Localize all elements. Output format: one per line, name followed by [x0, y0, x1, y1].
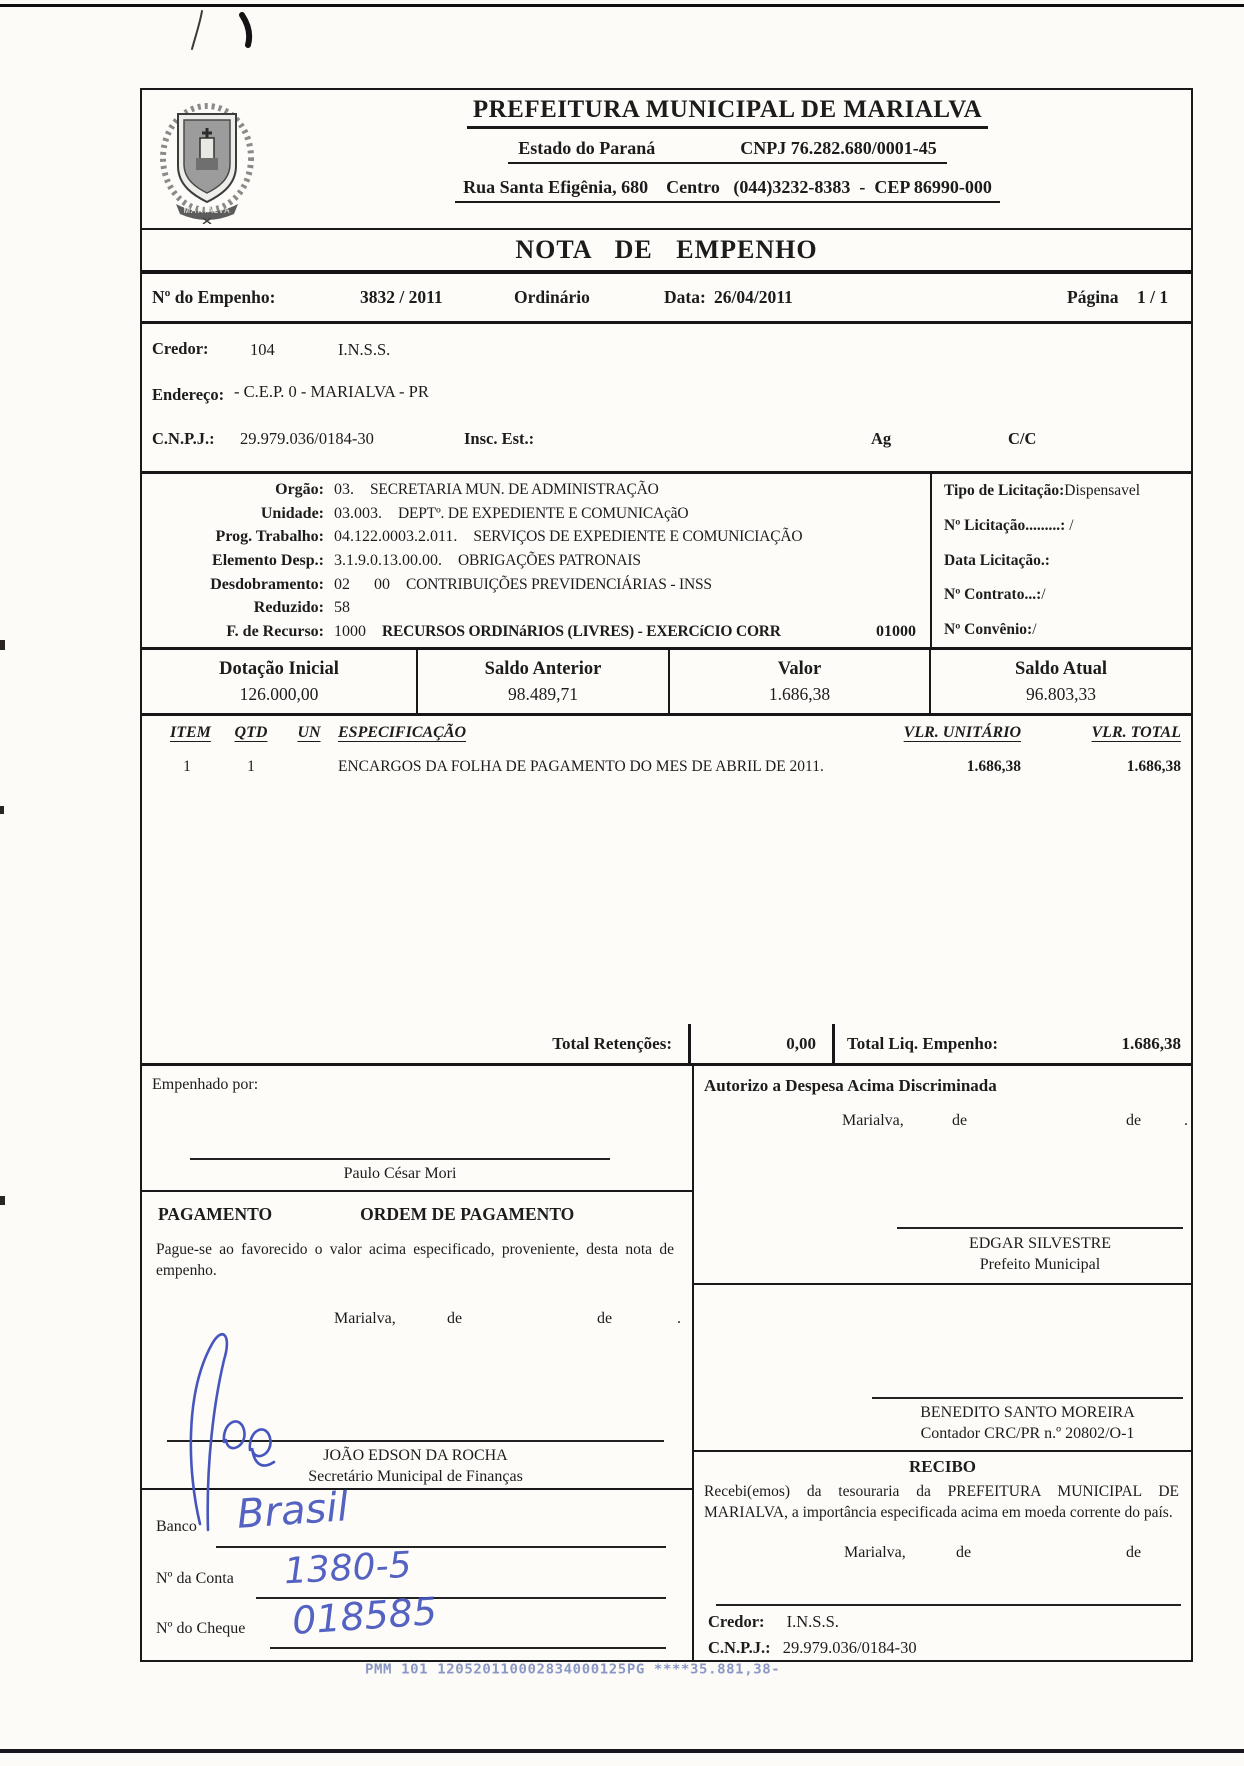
dateline-de: de — [952, 1112, 968, 1129]
totals-row — [142, 1024, 1191, 1066]
contador-signer-block — [872, 1402, 1183, 1444]
convenio-label: Nº Convênio: — [944, 621, 1033, 638]
empenho-number-value: 3832 / 2011 — [360, 287, 443, 307]
item-total-price: 1.686,38 — [1126, 758, 1181, 775]
scan-bottom-edge — [0, 1749, 1244, 1753]
autorizo-title: Autorizo a Despesa Acima Discriminada — [704, 1076, 997, 1095]
unidade-row — [142, 503, 930, 525]
empenho-number-row — [142, 274, 1191, 324]
empenho-date-label: Data: — [664, 287, 706, 307]
coat-of-arms-logo — [156, 100, 258, 224]
conta-label: Nº da Conta — [156, 1570, 234, 1587]
autorizo-signer-role: Prefeito Municipal — [979, 1256, 1101, 1273]
state-label: Estado do Paraná — [518, 138, 656, 158]
banco-line — [216, 1546, 666, 1548]
pagamento-signer-name: JOÃO EDSON DA ROCHA — [323, 1447, 508, 1464]
orcamento-box — [142, 474, 1191, 650]
saldo-anterior-label: Saldo Anterior — [484, 659, 602, 679]
desdobramento-row — [142, 574, 930, 596]
cheque-line — [270, 1647, 666, 1649]
endereco-label: Endereço: — [152, 385, 225, 404]
dateline-de: de — [1126, 1112, 1142, 1129]
item-unit-price: 1.686,38 — [966, 758, 1021, 775]
valor-cell — [670, 650, 931, 713]
recibo-cnpj-value: 29.979.036/0184-30 — [782, 1638, 917, 1657]
recibo-cnpj-row — [708, 1638, 917, 1658]
tipo-licitacao-label: Tipo de Licitação: — [944, 482, 1065, 499]
convenio-row — [944, 621, 1191, 639]
entity-address: Rua Santa Efigênia, 680 Centro (044)3232-8383 - CEP 86990-000 — [455, 177, 1000, 203]
elemento-desp-label: Elemento Desp.: — [212, 551, 324, 569]
page-label: Página — [1067, 287, 1119, 307]
valor-label: Valor — [777, 659, 822, 679]
cheque-label: Nº do Cheque — [156, 1620, 246, 1637]
unidade-desc: DEPTº. DE EXPEDIENTE E COMUNICAçãO — [398, 504, 689, 522]
signature-line — [190, 1158, 610, 1160]
dateline-city: Marialva, — [844, 1544, 906, 1561]
dateline-de: de — [956, 1544, 972, 1561]
saldo-anterior-cell — [418, 650, 670, 713]
recibo-credor-value: I.N.S.S. — [786, 1612, 839, 1631]
total-retencoes-label: Total Retenções: — [552, 1033, 672, 1053]
dateline-city: Marialva, — [842, 1112, 904, 1129]
item-unit-abbr — [280, 758, 338, 776]
orcamento-fields — [142, 474, 932, 647]
ag-label: Ag — [871, 429, 892, 448]
empenhado-signer-name: Paulo César Mori — [343, 1165, 457, 1182]
fonte-recurso-label: F. de Recurso: — [226, 622, 324, 640]
col-qtd: QTD — [234, 724, 268, 741]
col-especificacao: ESPECIFICAÇÃO — [338, 724, 467, 741]
svg-text:MARIALVA: MARIALVA — [183, 206, 231, 215]
empenhado-label: Empenhado por: — [152, 1076, 259, 1093]
empenho-number-label: Nº do Empenho: — [152, 287, 276, 307]
document-title-bar — [142, 230, 1191, 274]
pagamento-text: Pague-se ao favorecido o valor acima especificado, proveniente, desta nota de empenho. — [156, 1241, 674, 1279]
banco-label: Banco — [156, 1518, 197, 1535]
autorizo-box — [694, 1066, 1191, 1285]
fonte-recurso-row — [142, 621, 930, 643]
scan-speck — [0, 640, 5, 650]
insc-est-label: Insc. Est.: — [464, 429, 535, 448]
orgao-label: Orgão: — [275, 481, 324, 498]
credor-label: Credor: — [152, 339, 209, 358]
dateline-city: Marialva, — [334, 1310, 396, 1327]
banco-handwritten-value: Brasil — [235, 1484, 350, 1538]
contrato-label: Nº Contrato...: — [944, 586, 1042, 604]
empenho-date-value: 26/04/2011 — [714, 287, 793, 307]
desdobramento-desc: CONTRIBUIÇÕES PREVIDENCIÁRIAS - INSS — [406, 575, 712, 593]
recibo-title: RECIBO — [908, 1457, 977, 1476]
dotacao-inicial-label: Dotação Inicial — [219, 659, 339, 679]
credor-box — [142, 327, 1191, 474]
entity-subtitle-row — [508, 138, 947, 164]
autorizo-signer-block — [897, 1233, 1183, 1275]
prog-trabalho-desc: SERVIÇOS DE EXPEDIENTE E COMUNICIAÇÃO — [473, 528, 803, 546]
bank-details-box — [142, 1484, 692, 1660]
saldo-anterior-value: 98.489,71 — [508, 684, 578, 704]
credor-code: 104 — [250, 340, 275, 359]
orgao-row — [142, 479, 930, 501]
recibo-box — [694, 1452, 1191, 1660]
recibo-credor-label: Credor: — [708, 1612, 765, 1631]
dotacao-summary-table — [142, 650, 1191, 716]
dotacao-inicial-cell — [142, 650, 418, 713]
dateline-de: de — [1126, 1544, 1142, 1561]
pagamento-signer-role: Secretário Municipal de Finanças — [308, 1468, 523, 1485]
contrato-row — [944, 586, 1191, 604]
item-description: ENCARGOS DA FOLHA DE PAGAMENTO DO MES DE ABRIL DE 2011. — [338, 758, 824, 775]
empenhado-box — [142, 1066, 692, 1192]
prog-trabalho-row — [142, 526, 930, 548]
scan-speck — [0, 1196, 5, 1205]
credor-name: I.N.S.S. — [338, 340, 391, 359]
data-licitacao-row — [944, 552, 1191, 570]
cc-label: C/C — [1008, 429, 1037, 448]
desdobramento-label: Desdobramento: — [210, 575, 324, 593]
dateline-de: de — [447, 1310, 463, 1327]
total-liq-label: Total Liq. Empenho: — [847, 1033, 998, 1053]
dateline-dot: . — [1184, 1112, 1188, 1129]
tipo-licitacao-value: Dispensavel — [1064, 482, 1141, 499]
fonte-recurso-extra-code: 01000 — [876, 622, 916, 640]
tipo-licitacao-row — [944, 482, 1191, 500]
orgao-code: 03. — [334, 481, 354, 498]
total-retencoes-value: 0,00 — [786, 1033, 816, 1053]
saldo-atual-value: 96.803,33 — [1026, 684, 1096, 704]
items-table — [142, 716, 1191, 1024]
unidade-code: 03.003. — [334, 504, 382, 522]
dateline-dot: . — [677, 1310, 681, 1327]
ordem-pagamento-title: ORDEM DE PAGAMENTO — [360, 1204, 575, 1224]
col-vlr-total: VLR. TOTAL — [1091, 724, 1181, 741]
total-liq-value: 1.686,38 — [1121, 1033, 1181, 1053]
contador-box — [694, 1285, 1191, 1452]
document-title: NOTA DE EMPENHO — [515, 235, 818, 264]
contador-signer-role: Contador CRC/PR n.º 20802/O-1 — [920, 1425, 1135, 1442]
recibo-signature-line — [716, 1604, 1181, 1606]
contrato-value: / — [1041, 586, 1046, 604]
item-number: 1 — [183, 758, 191, 775]
convenio-value: / — [1032, 621, 1037, 638]
items-header-row — [142, 724, 1191, 742]
scan-top-edge — [0, 4, 1244, 7]
cnpj-label: C.N.P.J.: — [152, 429, 215, 448]
page-value: 1 / 1 — [1137, 287, 1169, 307]
signature-line — [897, 1227, 1183, 1229]
right-signature-column — [694, 1066, 1191, 1660]
item-qty: 1 — [247, 758, 255, 775]
contador-signer-name: BENEDITO SANTO MOREIRA — [920, 1404, 1135, 1421]
col-un: UN — [297, 724, 321, 741]
empenho-type: Ordinário — [514, 287, 590, 307]
prog-trabalho-label: Prog. Trabalho: — [215, 528, 324, 546]
signatures-area — [142, 1066, 1191, 1660]
licitacao-fields — [932, 474, 1191, 647]
reduzido-label: Reduzido: — [253, 599, 324, 617]
elemento-desp-code: 3.1.9.0.13.00.00. — [334, 551, 442, 569]
document-header — [142, 90, 1191, 230]
recibo-credor-row — [708, 1612, 839, 1632]
num-licitacao-row — [944, 517, 1191, 535]
left-signature-column — [142, 1066, 694, 1660]
saldo-atual-cell — [931, 650, 1191, 713]
desdobramento-code: 02 00 — [334, 575, 390, 593]
fonte-recurso-code: 1000 — [334, 622, 366, 640]
recibo-text: Recebi(emos) da tesouraria da PREFEITURA MUNICIPAL DE MARIALVA, a importância especificada acima em moeda corrente do país. — [704, 1483, 1179, 1521]
endereco-value: - C.E.P. 0 - MARIALVA - PR — [234, 382, 429, 401]
num-licitacao-label: Nº Licitação.........: — [944, 516, 1066, 534]
orgao-desc: SECRETARIA MUN. DE ADMINISTRAÇÃO — [370, 481, 659, 498]
autorizo-signer-name: EDGAR SILVESTRE — [968, 1235, 1112, 1252]
dot-matrix-footer-line: PMM 101 120520110002834000125PG ****35.881,38- — [365, 1662, 781, 1678]
cnpj-value: 29.979.036/0184-30 — [240, 429, 374, 448]
conta-handwritten-value: 1380-5 — [283, 1544, 413, 1593]
dateline-de: de — [597, 1310, 613, 1327]
entity-cnpj: CNPJ 76.282.680/0001-45 — [740, 138, 937, 158]
col-vlr-unitario: VLR. UNITÁRIO — [903, 724, 1021, 741]
pagamento-title: PAGAMENTO — [158, 1204, 273, 1224]
signature-line — [872, 1397, 1183, 1399]
scan-speck — [0, 806, 4, 814]
col-item: ITEM — [170, 724, 211, 741]
data-licitacao-label: Data Licitação.: — [944, 551, 1050, 569]
num-licitacao-value: / — [1069, 516, 1074, 534]
reduzido-code: 58 — [334, 599, 350, 617]
dotacao-inicial-value: 126.000,00 — [239, 684, 319, 704]
elemento-desp-desc: OBRIGAÇÕES PATRONAIS — [458, 551, 641, 569]
reduzido-row — [142, 597, 930, 619]
recibo-cnpj-label: C.N.P.J.: — [708, 1638, 771, 1657]
unidade-label: Unidade: — [260, 504, 324, 522]
cheque-handwritten-value: 018585 — [290, 1588, 439, 1644]
pen-marks — [190, 8, 260, 54]
elemento-desp-row — [142, 550, 930, 572]
entity-title: PREFEITURA MUNICIPAL DE MARIALVA — [467, 96, 988, 129]
document-frame — [140, 88, 1193, 1662]
fonte-recurso-desc: RECURSOS ORDINáRIOS (LIVRES) - EXERCíCIO CORR — [382, 622, 781, 640]
item-row — [142, 758, 1191, 776]
prog-trabalho-code: 04.122.0003.2.011. — [334, 528, 458, 546]
valor-value: 1.686,38 — [768, 684, 831, 704]
saldo-atual-label: Saldo Atual — [1014, 659, 1108, 679]
